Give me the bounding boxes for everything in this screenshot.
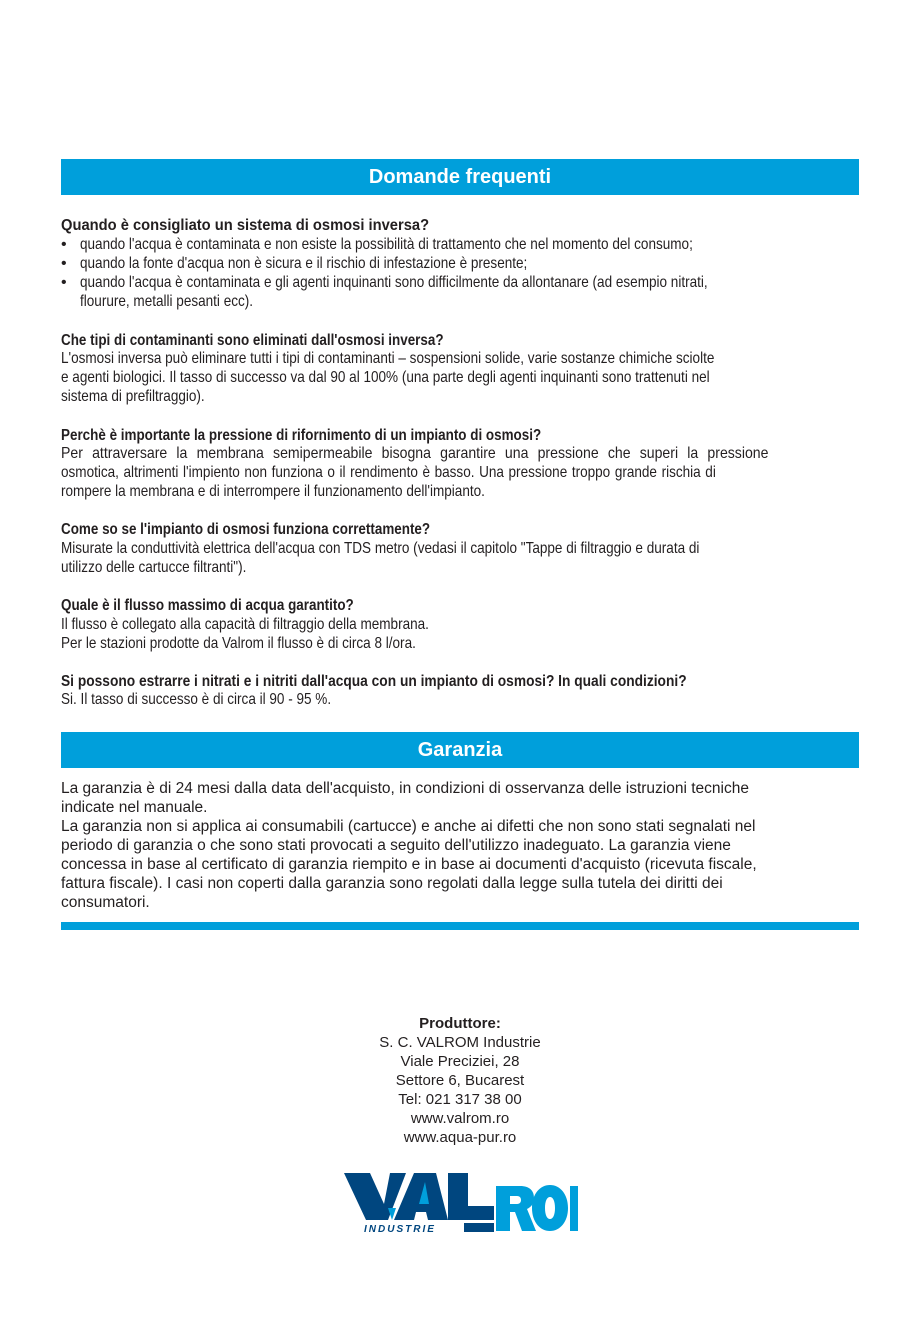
faq-answer-2-line-3: sistema di prefiltraggio). bbox=[61, 388, 205, 405]
faq-answer-6-line-1: Si. Il tasso di successo è di circa il 90 - 95 %. bbox=[61, 691, 332, 708]
faq-header-bar bbox=[61, 159, 859, 195]
warranty-line-4: periodo di garanzia o che sono stati provocati a seguito dell'utilizzo inadeguato. La garanzia viene bbox=[61, 837, 731, 854]
warranty-line-3: La garanzia non si applica ai consumabili (cartucce) e anche ai difetti che non sono stati segnalati nel bbox=[61, 818, 756, 835]
faq-answer-4-line-1: Misurate la conduttività elettrica dell'acqua con TDS metro (vedasi il capitolo "Tappe di filtraggio e durata di bbox=[61, 540, 700, 557]
producer-website-1[interactable]: www.valrom.ro bbox=[410, 1110, 510, 1127]
faq-bullet-1: quando l'acqua è contaminata e non esiste la possibilità di trattamento che nel momento del consumo; bbox=[80, 236, 693, 253]
faq-question-6: Si possono estrarre i nitrati e i nitriti dall'acqua con un impianto di osmosi? In quali condizioni? bbox=[61, 673, 687, 690]
faq-answer-2-line-2: e agenti biologici. Il tasso di successo va dal 90 al 100% (una parte degli agenti inquinanti sono trattenuti nel bbox=[61, 369, 710, 386]
producer-street: Viale Preciziei, 28 bbox=[400, 1053, 520, 1070]
warranty-title: Garanzia bbox=[417, 738, 503, 761]
producer-website-2[interactable]: www.aqua-pur.ro bbox=[403, 1129, 517, 1146]
faq-answer-5-line-2: Per le stazioni prodotte da Valrom il flusso è di circa 8 l/ora. bbox=[61, 635, 416, 652]
bullet-icon: • bbox=[61, 255, 67, 272]
faq-question-2: Che tipi di contaminanti sono eliminati dall'osmosi inversa? bbox=[61, 332, 444, 349]
producer-city: Settore 6, Bucarest bbox=[395, 1072, 525, 1089]
faq-answer-3-line-1: Per attraversare la membrana semipermeabile bisogna garantire una pressione che superi la pressione bbox=[61, 445, 769, 462]
warranty-line-2: indicate nel manuale. bbox=[61, 799, 208, 816]
faq-bullet-3: quando l'acqua è contaminata e gli agenti inquinanti sono difficilmente da allontanare (ad esempio nitrati, bbox=[80, 274, 708, 291]
warranty-line-6: fattura fiscale). I casi non coperti dalla garanzia sono regolati dalla legge sulla tutela dei diritti dei bbox=[61, 875, 723, 892]
faq-question-5: Quale è il flusso massimo di acqua garantito? bbox=[61, 597, 354, 614]
faq-answer-3-line-3: rompere la membrana e di interrompere il funzionamento dell'impianto. bbox=[61, 483, 485, 500]
producer-company: S. C. VALROM Industrie bbox=[379, 1034, 541, 1051]
producer-title: Produttore: bbox=[419, 1015, 501, 1032]
producer-info bbox=[0, 1014, 920, 1147]
faq-bullet-3-cont: flourure, metalli pesanti ecc). bbox=[80, 293, 254, 310]
faq-answer-2-line-1: L'osmosi inversa può eliminare tutti i tipi di contaminanti – sospensioni solide, varie sostanze chimiche sciolte bbox=[61, 350, 715, 367]
faq-question-1: Quando è consigliato un sistema di osmosi inversa? bbox=[61, 217, 430, 234]
warranty-header-bar bbox=[61, 732, 859, 768]
valrom-logo-icon bbox=[344, 1168, 578, 1234]
logo-subtitle: INDUSTRIE bbox=[364, 1224, 436, 1234]
faq-answer-3-line-2: osmotica, altrimenti l'impiento non funziona o il rendimento è basso. Una pressione troppo grande rischia di bbox=[61, 464, 716, 481]
faq-bullet-2: quando la fonte d'acqua non è sicura e il rischio di infestazione è presente; bbox=[80, 255, 528, 272]
warranty-line-1: La garanzia è di 24 mesi dalla data dell'acquisto, in condizioni di osservanza delle istruzioni tecniche bbox=[61, 780, 749, 797]
separator-bar bbox=[61, 922, 859, 930]
faq-question-4: Come so se l'impianto di osmosi funziona correttamente? bbox=[61, 521, 431, 538]
warranty-line-5: concessa in base al certificato di garanzia riempito e in base ai documenti d'acquisto (ricevuta fiscale, bbox=[61, 856, 757, 873]
bullet-icon: • bbox=[61, 236, 67, 253]
faq-answer-4-line-2: utilizzo delle cartucce filtranti"). bbox=[61, 559, 247, 576]
bullet-icon: • bbox=[61, 274, 67, 291]
producer-phone: Tel: 021 317 38 00 bbox=[398, 1091, 522, 1108]
faq-answer-5-line-1: Il flusso è collegato alla capacità di filtraggio della membrana. bbox=[61, 616, 429, 633]
warranty-line-7: consumatori. bbox=[61, 894, 150, 911]
faq-question-3: Perchè è importante la pressione di rifornimento di un impianto di osmosi? bbox=[61, 427, 542, 444]
faq-title: Domande frequenti bbox=[368, 165, 552, 188]
valrom-logo bbox=[344, 1168, 578, 1234]
